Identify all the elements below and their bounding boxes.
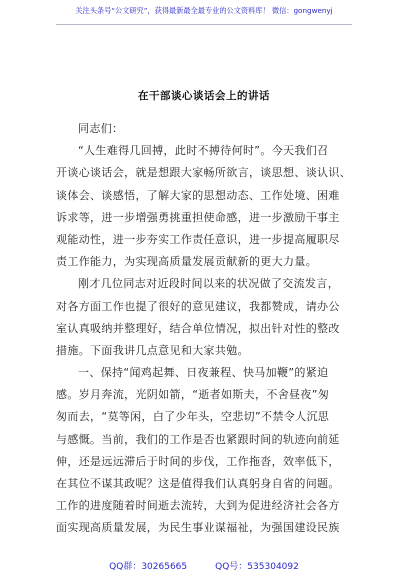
body-line: 与感慨。当前，我们的工作是否也紧跟时间的轨迹向前延: [56, 432, 340, 446]
document-title: 在干部谈心谈话会上的讲话: [138, 90, 270, 102]
body-line: 对各方面工作也提了很好的意见建议，我都赞成，请办公: [56, 299, 340, 313]
header-promo-text: 关注头条号“公文研究”，获得最新最全最专业的公文资料库！ 微信：gongwenyj: [75, 6, 333, 15]
body-line: 开谈心谈话会，就是想跟大家畅所欲言，谈思想、谈认识、: [56, 166, 352, 180]
body-line: 诉求等，进一步增强勇挑重担使命感，进一步激励干事主: [56, 210, 340, 224]
body-line: 措施。下面我讲几点意见和大家共勉。: [56, 343, 249, 357]
body-line: 感。岁月奔流，光阴如箭，“逝者如斯夫，不舍昼夜”匆: [56, 388, 330, 402]
body-line: 刚才几位同志对近段时间以来的状况做了交流发言，: [78, 277, 340, 291]
body-line: 室认真吸纳并整理好，结合单位情况，拟出针对性的整改: [56, 321, 340, 335]
body-line: 一、保持“闻鸡起舞、日夜兼程、快马加鞭”的紧迫: [78, 366, 329, 380]
body-line: 在其位不谋其政呢？这是值得我们认真躬身自省的问题。: [56, 477, 340, 490]
body-line: 伸，还是远远滞后于时间的步伐，工作拖沓，效率低下，: [56, 454, 340, 468]
body-line: 观能动性，进一步夯实工作责任意识，进一步提高履职尽: [56, 232, 340, 246]
footer-qq-group: QQ群：30265665: [109, 562, 188, 572]
footer-qq-number: QQ号：535304092: [215, 562, 299, 572]
document-body: [56, 118, 352, 540]
body-line: 面实现高质量发展，为民生事业谋福祉，为强国建设民族: [56, 521, 340, 535]
body-line: 谈体会、谈感悟，了解大家的思想动态、工作处境、困难: [56, 188, 340, 202]
body-line: 匆而去，“莫等闲，白了少年头，空悲切”不禁令人沉思: [56, 410, 330, 424]
body-line: “人生难得几回搏，此时不搏待何时”。今天我们召: [78, 144, 329, 158]
footer-contact: [0, 559, 408, 572]
salutation-line: 同志们：: [78, 122, 124, 135]
header-divider: [56, 24, 352, 25]
body-line: 工作的进度随着时间逝去流转，大到为促进经济社会各方: [56, 499, 340, 513]
body-line: 责工作能力，为实现高质量发展贡献新的更大力量。: [56, 255, 318, 269]
